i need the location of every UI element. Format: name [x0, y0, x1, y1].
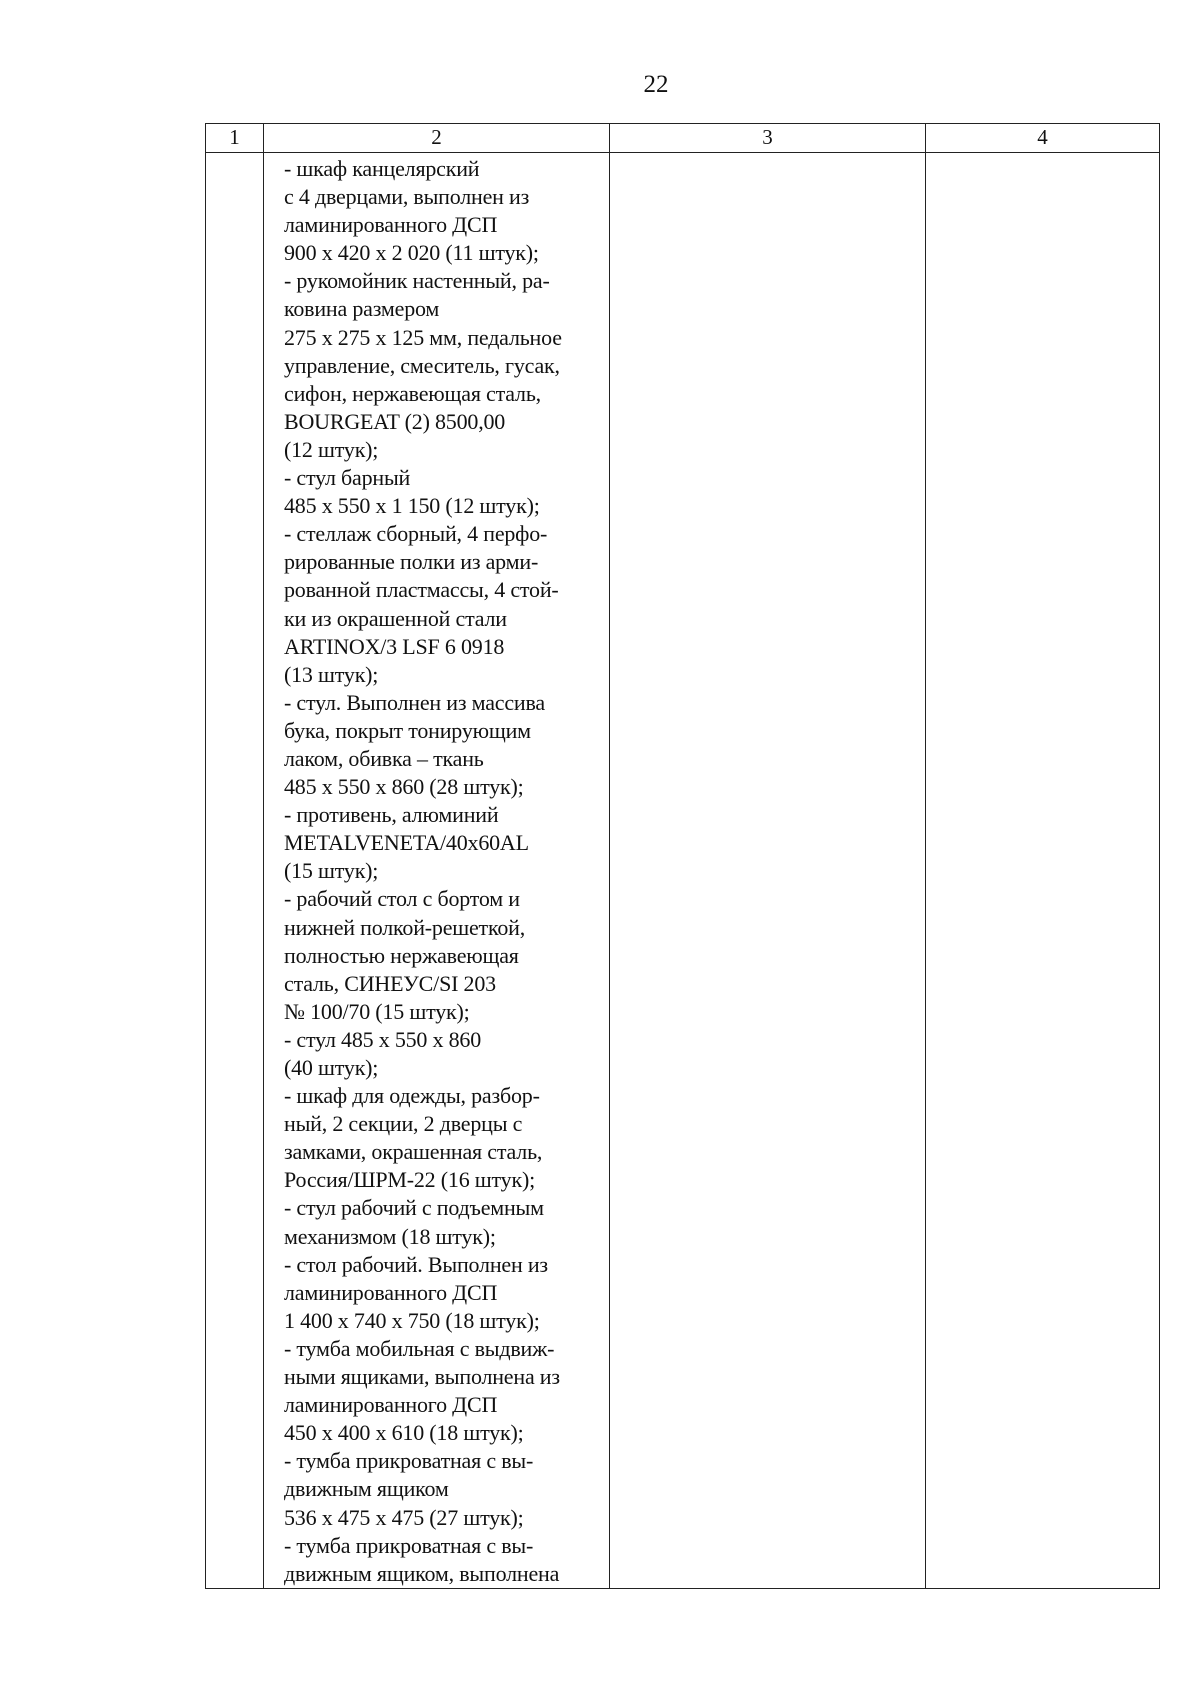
list-item: рированные полки из арми-: [284, 549, 539, 575]
header-row: [206, 124, 1160, 153]
list-item: движным ящиком, выполнена: [284, 1560, 560, 1586]
list-item: - стул рабочий с подъемным: [284, 1195, 544, 1221]
cell-column-2: [264, 153, 610, 1589]
list-item: 485 x 550 x 1 150 (12 штук);: [284, 493, 540, 519]
page-number: 22: [643, 71, 669, 98]
list-item: 900 x 420 x 2 020 (11 штук);: [284, 240, 539, 266]
cell-column-1: [206, 153, 264, 1589]
list-item: № 100/70 (15 штук);: [284, 998, 470, 1024]
column-header-3: 3: [610, 124, 926, 153]
list-item: ARTINOX/3 LSF 6 0918: [284, 633, 505, 659]
list-item: бука, покрыт тонирующим: [284, 717, 531, 743]
list-item: ными ящиками, выполнена из: [284, 1364, 560, 1390]
list-item: Россия/ШРМ-22 (16 штук);: [284, 1167, 536, 1193]
list-item: движным ящиком: [284, 1476, 449, 1502]
list-item: (40 штук);: [284, 1055, 379, 1080]
table-row: [206, 153, 1160, 1589]
list-item: METALVENETA/40x60AL: [284, 830, 529, 856]
cell-column-4: [926, 153, 1160, 1589]
list-item: рованной пластмассы, 4 стой-: [284, 577, 559, 603]
list-item: сифон, нержавеющая сталь,: [284, 380, 541, 406]
list-item: ковина размером: [284, 296, 440, 322]
column-header-4: 4: [926, 124, 1160, 153]
list-item: - стул 485 x 550 x 860: [284, 1026, 482, 1052]
list-item: механизмом (18 штук);: [284, 1223, 496, 1249]
equipment-list: [264, 153, 609, 1588]
list-item: - тумба прикроватная с вы-: [284, 1448, 534, 1474]
list-item: ламинированного ДСП: [284, 1392, 498, 1418]
list-item: (15 штук);: [284, 858, 379, 884]
equipment-table: [205, 123, 1160, 1589]
list-item: полностью нержавеющая: [284, 942, 519, 968]
cell-column-3: [610, 153, 926, 1589]
list-item: (12 штук);: [284, 436, 379, 462]
list-item: - рукомойник настенный, ра-: [284, 268, 550, 294]
list-item: 275 x 275 x 125 мм, педальное: [284, 324, 562, 350]
list-item: 1 400 x 740 x 750 (18 штук);: [284, 1307, 540, 1333]
list-item: - стол рабочий. Выполнен из: [284, 1251, 548, 1277]
list-item: - тумба мобильная с выдвиж-: [284, 1335, 555, 1361]
list-item: ки из окрашенной стали: [284, 605, 507, 631]
list-item: - рабочий стол с бортом и: [284, 886, 520, 912]
column-header-2: 2: [264, 124, 610, 153]
list-item: сталь, СИНЕУС/SI 203: [284, 970, 496, 996]
list-item: (13 штук);: [284, 661, 379, 687]
column-header-1: 1: [206, 124, 264, 153]
list-item: 485 x 550 x 860 (28 штук);: [284, 774, 524, 800]
list-item: - стул. Выполнен из массива: [284, 689, 545, 715]
list-item: нижней полкой-решеткой,: [284, 914, 526, 940]
list-item: 536 x 475 x 475 (27 штук);: [284, 1504, 524, 1530]
list-item: управление, смеситель, гусак,: [284, 352, 560, 378]
list-item: ламинированного ДСП: [284, 1279, 498, 1305]
list-item: - шкаф канцелярский: [284, 156, 480, 181]
list-item: с 4 дверцами, выполнен из: [284, 184, 530, 210]
list-item: 450 x 400 x 610 (18 штук);: [284, 1420, 524, 1446]
list-item: ный, 2 секции, 2 дверцы с: [284, 1111, 523, 1137]
list-item: - тумба прикроватная с вы-: [284, 1532, 534, 1558]
list-item: лаком, обивка – ткань: [284, 745, 484, 771]
list-item: замками, окрашенная сталь,: [284, 1139, 543, 1165]
list-item: BOURGEAT (2) 8500,00: [284, 408, 506, 434]
list-item: - шкаф для одежды, разбор-: [284, 1083, 540, 1109]
list-item: ламинированного ДСП: [284, 212, 498, 238]
list-item: - стеллаж сборный, 4 перфо-: [284, 521, 548, 547]
list-item: - противень, алюминий: [284, 802, 499, 828]
list-item: - стул барный: [284, 465, 411, 491]
